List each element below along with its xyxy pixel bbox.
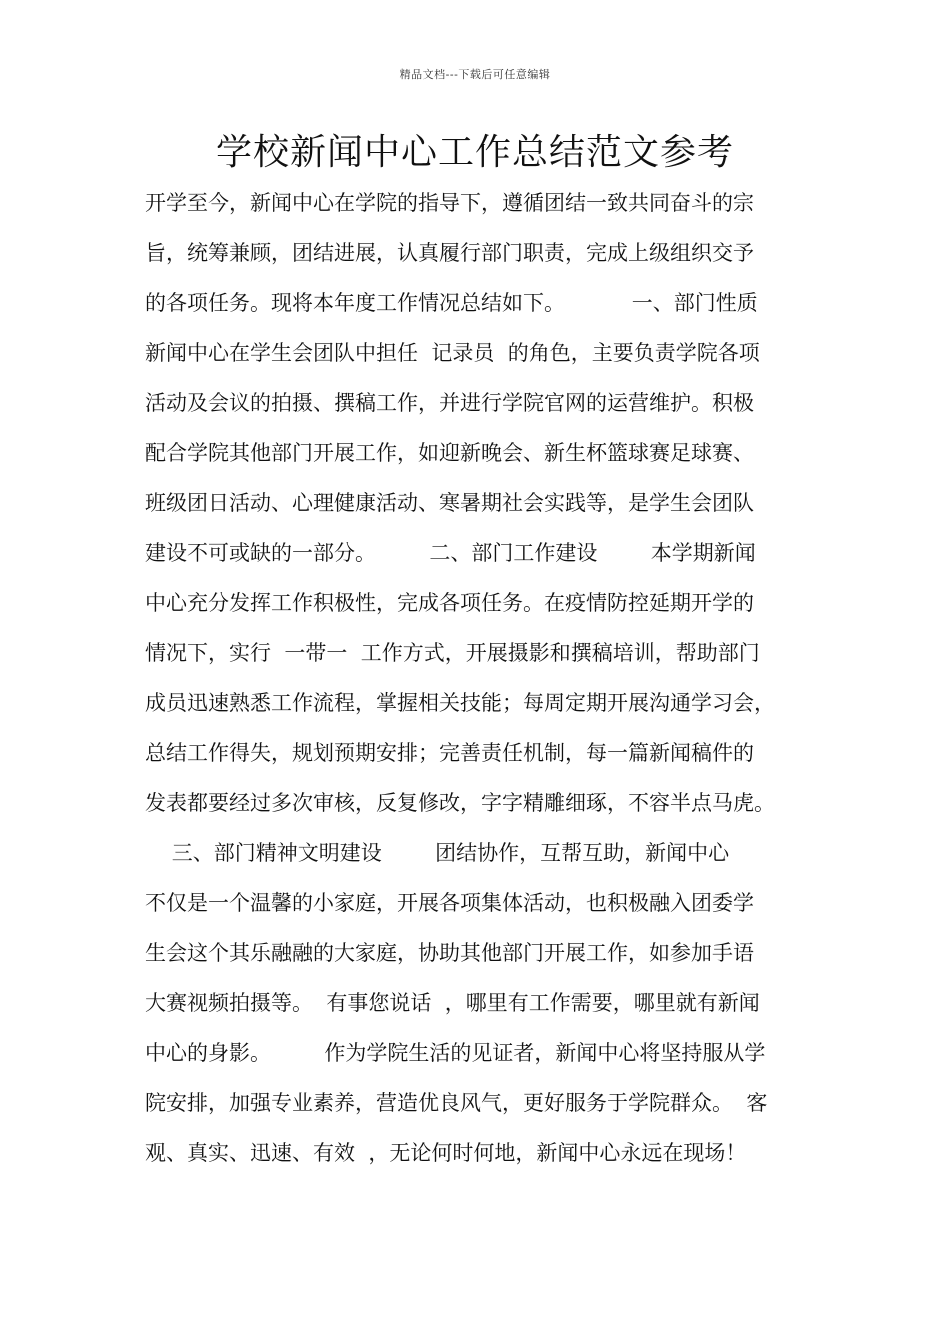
body-line: 的各项任务。现将本年度工作情况总结如下。 一、部门性质 bbox=[145, 291, 758, 315]
body-line: 院安排，加强专业素养，营造优良风气，更好服务于学院群众。 客 bbox=[145, 1091, 768, 1115]
header-note: 精品文档---下载后可任意编辑 bbox=[399, 68, 551, 81]
body-line: 开学至今，新闻中心在学院的指导下，遵循团结一致共同奋斗的宗 bbox=[145, 191, 754, 215]
body-line: 发表都要经过多次审核，反复修改，字字精雕细琢，不容半点马虎。 bbox=[145, 791, 775, 815]
body-line: 大赛视频拍摄等。 有事您说话 ，哪里有工作需要，哪里就有新闻 bbox=[145, 991, 760, 1015]
document-title: 学校新闻中心工作总结范文参考 bbox=[215, 132, 734, 173]
body-line: 中心充分发挥工作积极性，完成各项任务。在疫情防控延期开学的 bbox=[145, 591, 754, 615]
body-line: 旨，统筹兼顾，团结进展，认真履行部门职责，完成上级组织交予 bbox=[145, 241, 754, 265]
body-line: 不仅是一个温馨的小家庭，开展各项集体活动，也积极融入团委学 bbox=[145, 891, 754, 915]
body-line: 活动及会议的拍摄、撰稿工作，并进行学院官网的运营维护。积极 bbox=[145, 391, 754, 415]
body-line: 新闻中心在学生会团队中担任 记录员 的角色，主要负责学院各项 bbox=[145, 341, 760, 365]
body-line: 班级团日活动、心理健康活动、寒暑期社会实践等，是学生会团队 bbox=[145, 491, 754, 515]
body-line: 生会这个其乐融融的大家庭，协助其他部门开展工作，如参加手语 bbox=[145, 941, 754, 965]
document-body bbox=[145, 178, 835, 1178]
body-line: 总结工作得失，规划预期安排；完善责任机制，每一篇新闻稿件的 bbox=[145, 741, 754, 765]
body-line: 三、部门精神文明建设 团结协作，互帮互助，新闻中心 bbox=[145, 841, 730, 865]
body-line: 中心的身影。 作为学院生活的见证者，新闻中心将坚持服从学 bbox=[145, 1041, 766, 1065]
body-line: 配合学院其他部门开展工作，如迎新晚会、新生杯篮球赛足球赛、 bbox=[145, 441, 754, 465]
body-line: 观、真实、迅速、有效 ，无论何时何地，新闻中心永远在现场！ bbox=[145, 1141, 747, 1165]
body-line: 情况下，实行 一带一 工作方式，开展摄影和撰稿培训，帮助部门 bbox=[145, 641, 760, 665]
body-line: 成员迅速熟悉工作流程，掌握相关技能；每周定期开展沟通学习会， bbox=[145, 691, 775, 715]
body-line: 建设不可或缺的一部分。 二、部门工作建设 本学期新闻 bbox=[145, 541, 756, 565]
